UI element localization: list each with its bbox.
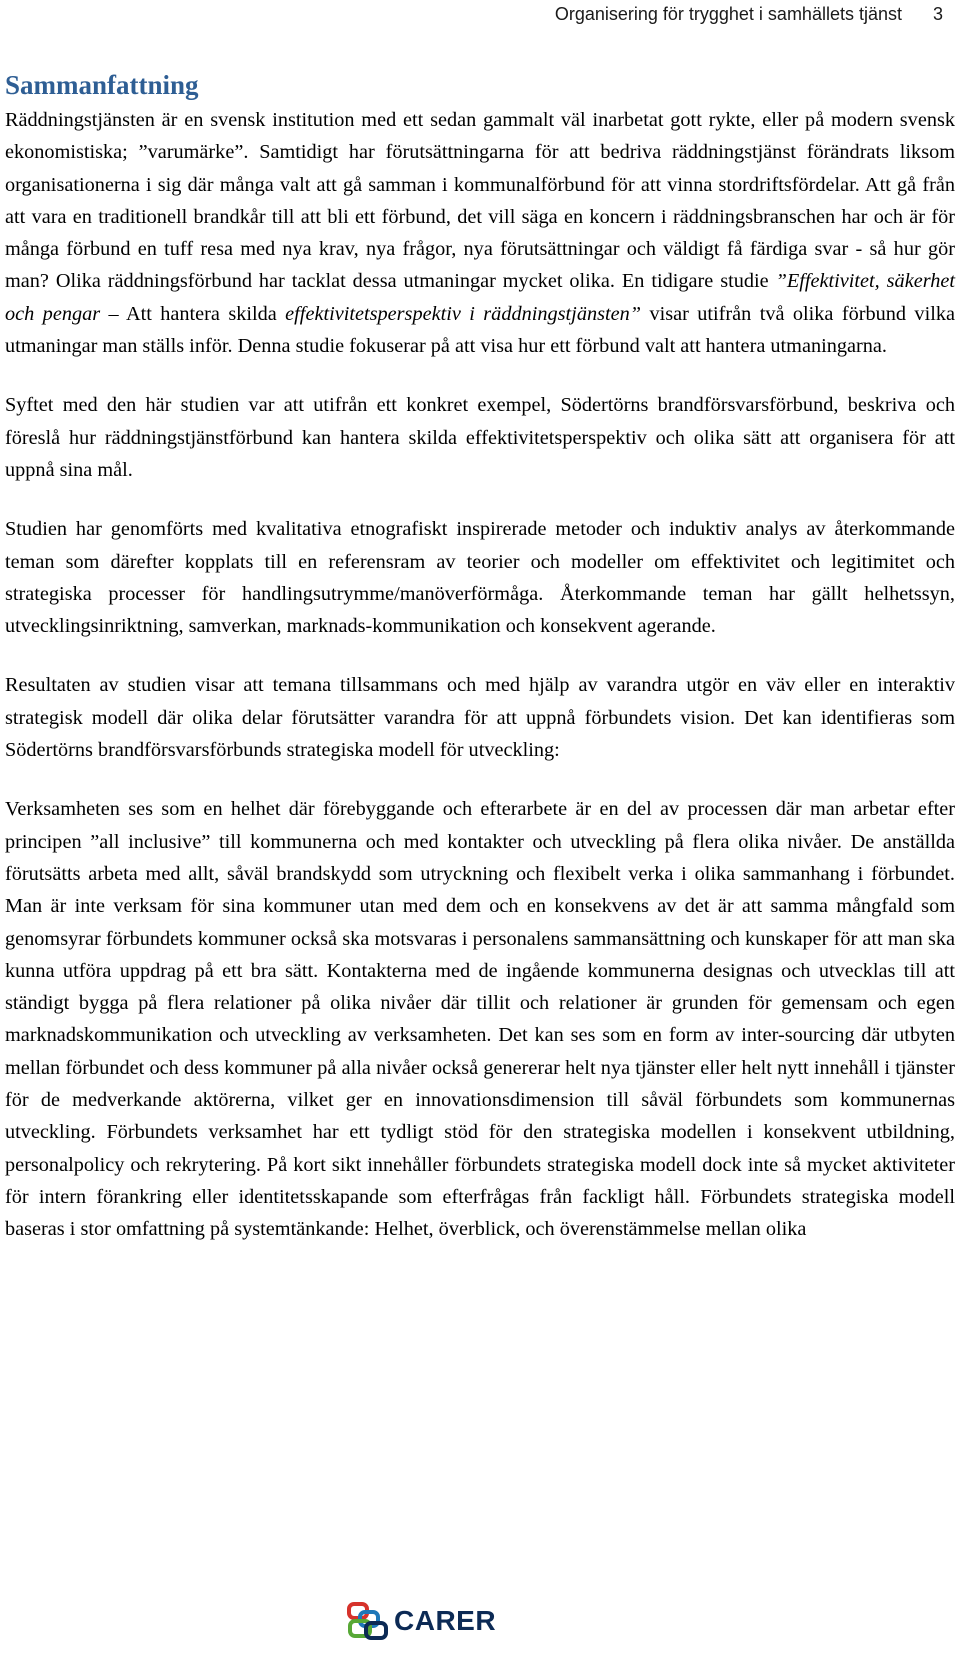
page-number: 3	[932, 4, 943, 24]
cited-study-dash: – Att hantera skilda	[100, 302, 286, 325]
header-title: Organisering för trygghet i samhällets tjänst	[554, 4, 902, 24]
page-content	[5, 70, 955, 1246]
carer-logo-text: CARER	[394, 1605, 497, 1636]
cited-study-title: ”Effektivitet, säkerhet och pengar	[5, 270, 955, 325]
paragraph-results: Resultaten av studien visar att temana tillsammans och med hjälp av varandra utgör en väv eller en interaktiv strategisk modell där olika delar förutsätter varandra för att uppnå förbundets vision. Det kan identifieras som Södertörns brandförsvarsförbunds strategiska modell för utveckling:	[5, 674, 955, 762]
paragraph-text: Räddningstjänsten är en svensk institution med ett sedan gammalt väl inarbetat gott rykte, eller på modern svensk ekonomistiska; ”varumärke”. Samtidigt har förutsättningarna för att bedriva räddningstjänst förändrats liksom organisationerna i sig där många valt att gå samman i kommunalförbund för att vinna stordriftsfördelar. Att gå från att vara en traditionell brandkår till att bli ett förbund, det vill säga en koncern i räddningsbranschen har och är för många förbund en tuff resa med nya krav, nya frågor, nya förutsättningar och väldigt få färdiga svar - så hur gör man? Olika räddningsförbund har tacklat dessa utmaningar mycket olika. En tidigare studie	[5, 109, 955, 293]
carer-logo	[346, 1597, 526, 1641]
paragraph-summary-intro	[5, 104, 955, 362]
paragraph-method: Studien har genomförts med kvalitativa etnografiskt inspirerade metoder och induktiv analys av återkommande teman som därefter kopplats till en referensram av teorier och modeller om effektivitet och legitimitet och strategiska processer för handlingsutrymme/manöverförmåga. Återkommande teman har gällt helhetssyn, utvecklingsinriktning, samverkan, marknads-kommunikation och konsekvent agerande.	[5, 518, 955, 638]
carer-logo-icon	[346, 1601, 392, 1641]
paragraph-model: Verksamheten ses som en helhet där förebyggande och efterarbete är en del av processen där man arbetar efter principen ”all inclusive” till kommunerna och med kontakter och utveckling på flera olika nivåer. De anställda förutsätts arbeta med allt, såväl brandskydd som utryckning och flexibelt verka i olika sammanhang i förbundet. Man är inte verksam för sina kommuner utan med dem och en konsekvens av det är att samma mångfald som genomsyrar förbundets kommuner också ska motsvaras i personalens sammansättning och kunskaper för att man ska kunna utföra uppdrag på ett bra sätt. Kontakterna med de ingående kommunerna designas och utvecklas till att ständigt bygga på flera relationer på olika nivåer där tillit och relationer är grunden för gemensam och egen marknadskommunikation och utveckling av verksamheten. Det kan ses som en form av inter-sourcing där utbyten mellan förbundet och dess kommuner på alla nivåer också genererar helt nya tjänster eller helt nytt innehåll i tjänster för de medverkande aktörerna, vilket ger en innovationsdimension till såväl förbundets som kommunernas utveckling. Förbundets verksamhet har ett tydligt stöd för den strategiska modellen i konsekvent utbildning, personalpolicy och rekrytering. På kort sikt innehåller förbundets strategiska modell dock inte så mycket aktiviteter för intern förankring eller identitetsskapande som efterfrågas från fackligt håll. Förbundets strategiska modell baseras i stor omfattning på systemtänkande: Helhet, överblick, och överenstämmelse mellan olika	[5, 798, 955, 1241]
running-header	[0, 0, 960, 28]
cited-study-subtitle: effektivitetsperspektiv i räddningstjänsten”	[285, 302, 642, 325]
paragraph-purpose: Syftet med den här studien var att utifrån ett konkret exempel, Södertörns brandförsvarsförbund, beskriva och föreslå hur räddningstjänstförbund kan hantera skilda effektivitetsperspektiv och olika sätt att organisera för att uppnå sina mål.	[5, 394, 955, 481]
paragraph-text: visar utifrån två olika förbund vilka utmaningar man ställs inför. Denna studie fokuserar på att visa hur ett förbund valt att hantera utmaningarna.	[5, 302, 955, 358]
section-heading: Sammanfattning	[5, 70, 199, 100]
